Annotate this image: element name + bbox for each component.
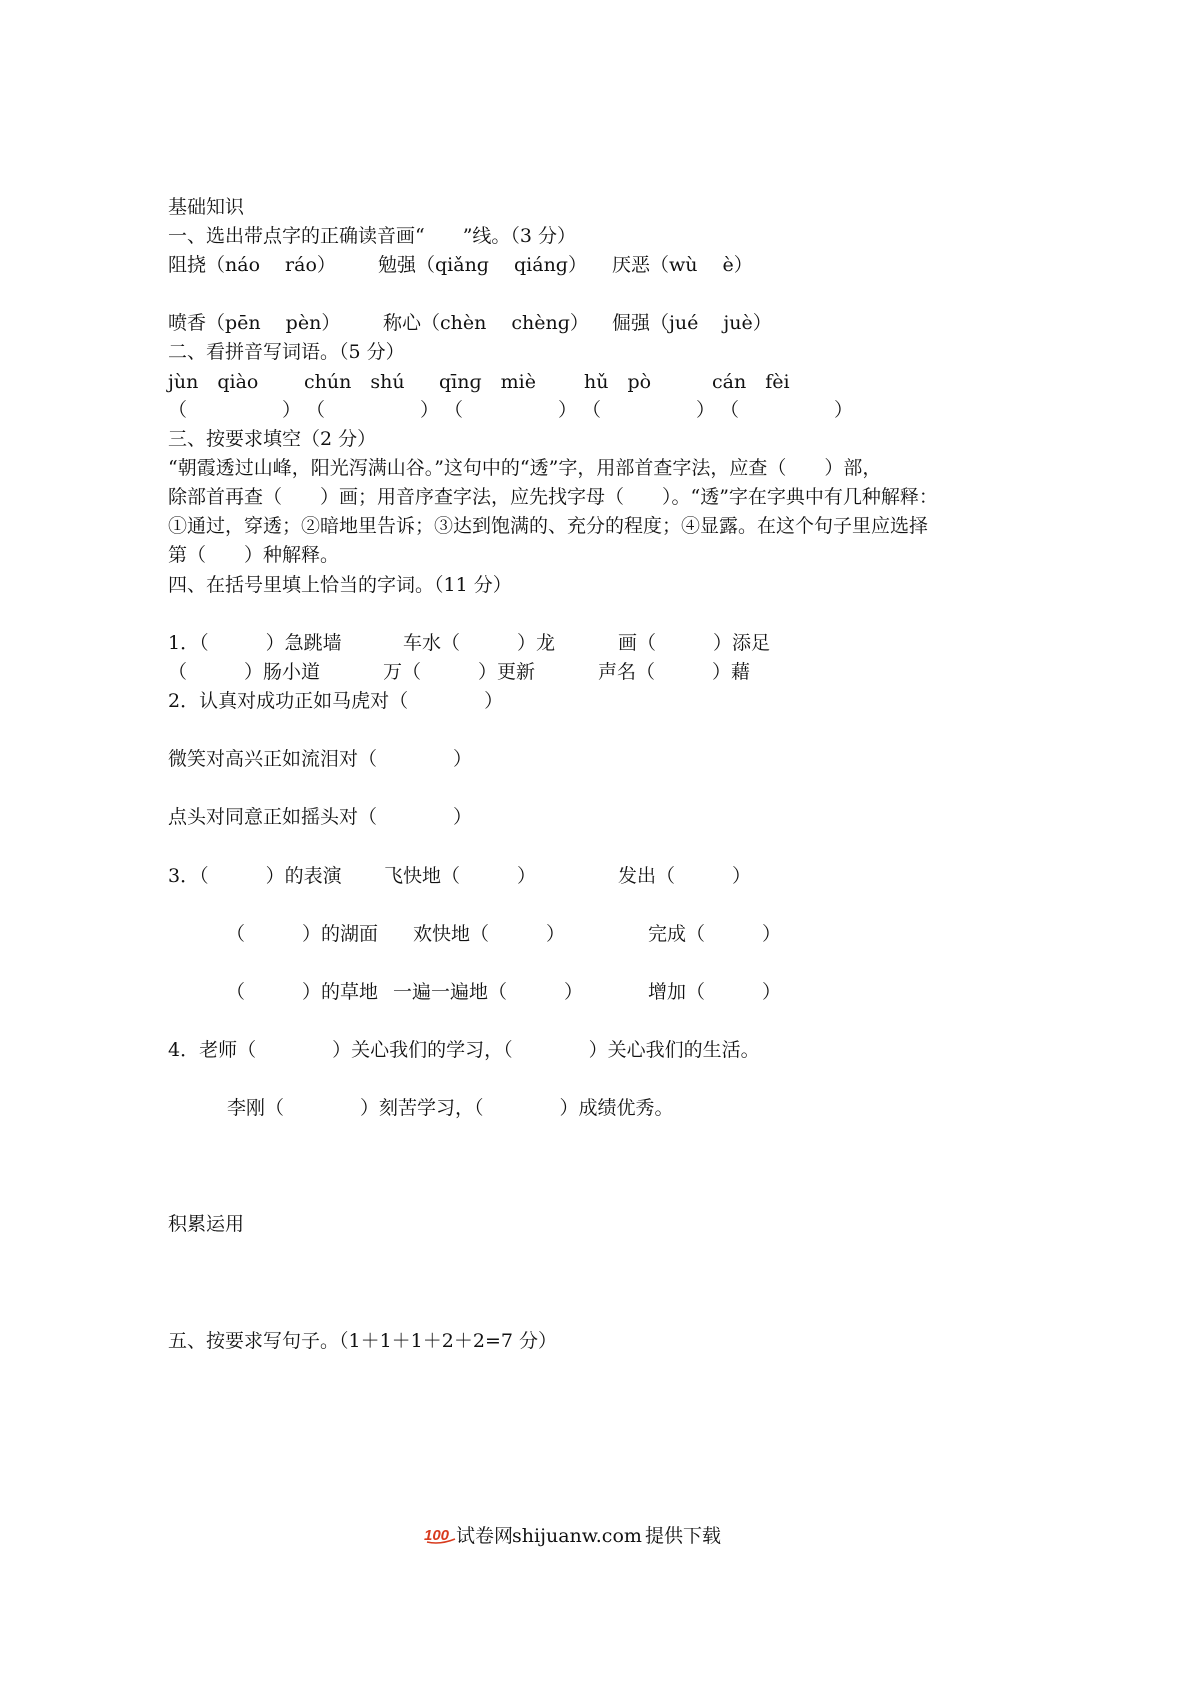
q1-item: 勉强（qiǎnɡ qiánɡ）	[378, 254, 587, 276]
q2-heading: 二、看拼音写词语。（5 分）	[168, 341, 405, 363]
q4-item: 增加（ ）	[648, 981, 782, 1003]
answer-blank: （ ）	[582, 399, 716, 421]
logo-text: 100	[424, 1527, 450, 1544]
q4-sentence: 李刚（ ）刻苦学习，（ ）成绩优秀。	[227, 1097, 674, 1119]
q1-item: 阻挠（náo ráo）	[168, 254, 336, 276]
site-logo-icon	[424, 1525, 458, 1545]
pinyin-item: jùn qiào	[168, 371, 259, 393]
q1-item: 称心（chèn chènɡ）	[383, 312, 589, 334]
q4-item: 飞快地（ ）	[384, 865, 537, 887]
q4-item: 欢快地（ ）	[413, 923, 566, 945]
q4-item: 万（ ）更新	[383, 661, 536, 683]
answer-blank: （ ）	[306, 399, 440, 421]
q3-text-line: ①通过，穿透；②暗地里告诉；③达到饱满的、充分的程度；④显露。在这个句子里应选择	[168, 515, 929, 537]
q4-item: （ ）的湖面	[226, 923, 379, 945]
q4-item: 画（ ）添足	[618, 632, 771, 654]
q4-analogy: 微笑对高兴正如流泪对（ ）	[168, 748, 473, 770]
q4-item: 完成（ ）	[648, 923, 782, 945]
q4-sentence: 4．老师（ ）关心我们的学习，（ ）关心我们的生活。	[168, 1039, 760, 1061]
q1-heading: 一、选出带点字的正确读音画“ ”线。（3 分）	[168, 225, 577, 247]
pinyin-item: cán fèi	[712, 371, 790, 393]
q3-heading: 三、按要求填空（2 分）	[168, 428, 377, 450]
footer-domain: shijuanw.com	[512, 1525, 642, 1547]
q4-heading: 四、在括号里填上恰当的字词。（11 分）	[168, 574, 512, 596]
q4-item: （ ）肠小道	[168, 661, 321, 683]
q3-text-line: 第（ ）种解释。	[168, 544, 340, 566]
q1-item: 喷香（pēn pèn）	[168, 312, 341, 334]
q1-item: 厌恶（wù è）	[612, 254, 753, 276]
footer-site-name: 试卷网	[456, 1525, 514, 1547]
q4-item: 发出（ ）	[618, 865, 752, 887]
q3-text-line: 除部首再查（ ）画；用音序查字法，应先找字母（ ）。“透”字在字典中有几种解释：	[168, 486, 938, 508]
pinyin-item: qīnɡ miè	[439, 371, 536, 393]
section-title-basics: 基础知识	[168, 196, 245, 218]
section-title-accumulation: 积累运用	[168, 1213, 245, 1235]
answer-blank: （ ）	[720, 399, 854, 421]
q4-item: （ ）的草地	[226, 981, 379, 1003]
q4-item: 3．（ ）的表演	[168, 865, 342, 887]
q4-analogy: 2．认真对成功正如马虎对（ ）	[168, 690, 504, 712]
q4-analogy: 点头对同意正如摇头对（ ）	[168, 806, 473, 828]
q4-item: 1．（ ）急跳墙	[168, 632, 342, 654]
q3-text-line: “朝霞透过山峰，阳光泻满山谷。”这句中的“透”字，用部首查字法，应查（ ）部，	[168, 457, 882, 479]
pinyin-item: hǔ pò	[584, 371, 652, 393]
pinyin-item: chún shú	[304, 371, 405, 393]
answer-blank: （ ）	[168, 399, 302, 421]
q4-item: 声名（ ）藉	[598, 661, 751, 683]
q4-item: 车水（ ）龙	[403, 632, 556, 654]
q5-heading: 五、按要求写句子。（1＋1＋1＋2＋2=7 分）	[168, 1330, 557, 1352]
q1-item: 倔强（jué juè）	[612, 312, 772, 334]
q4-item: 一遍一遍地（ ）	[393, 981, 584, 1003]
answer-blank: （ ）	[444, 399, 578, 421]
footer-note: 提供下载	[645, 1525, 722, 1547]
